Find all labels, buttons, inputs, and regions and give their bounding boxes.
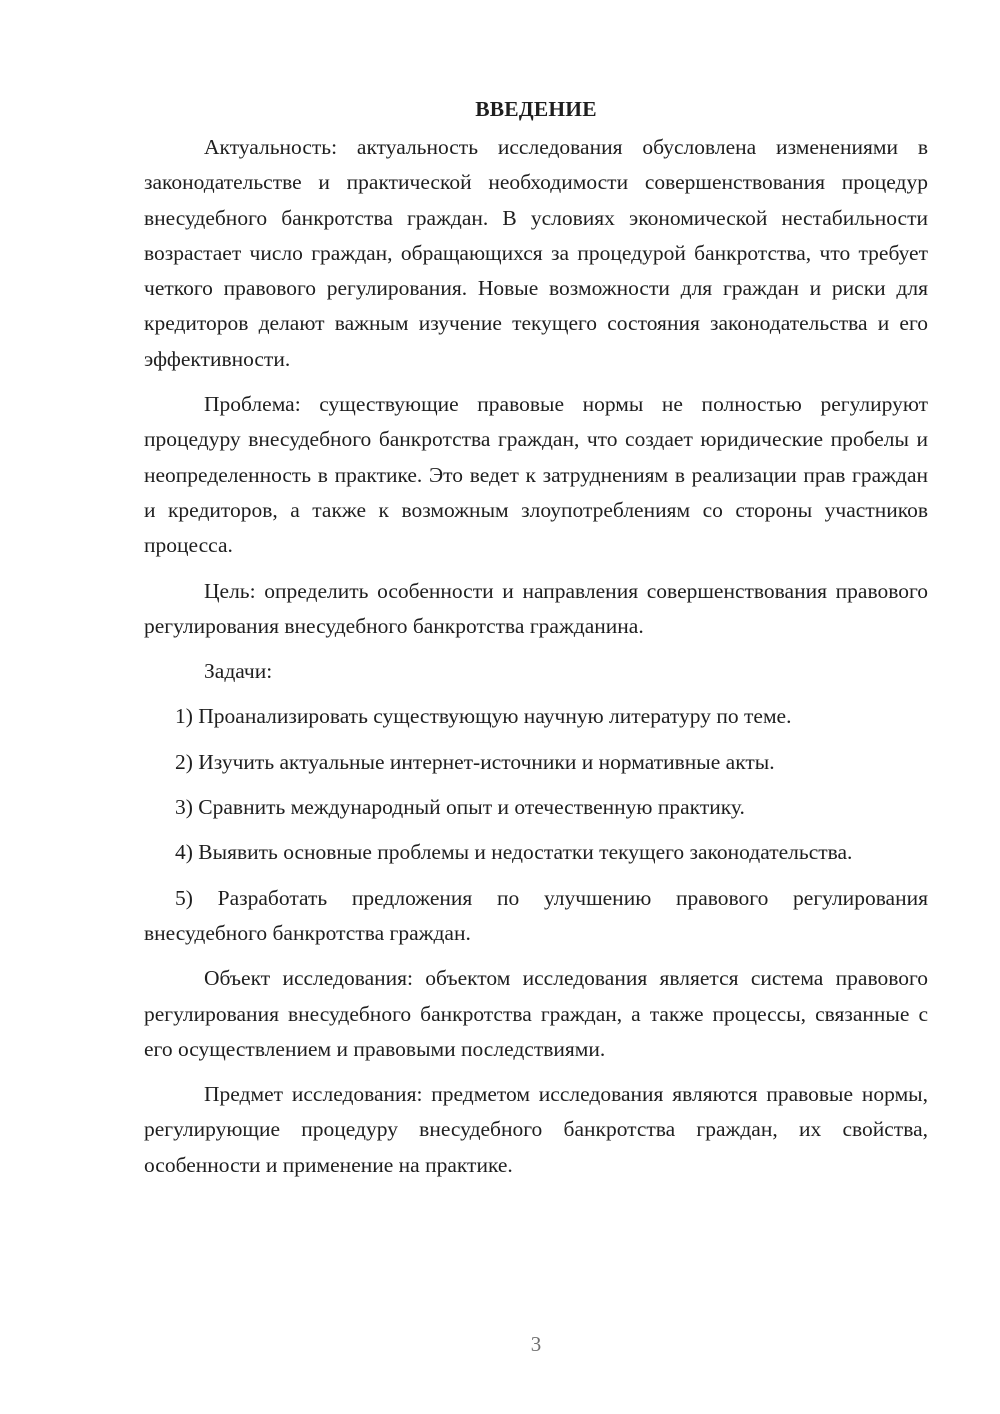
paragraph-problem: Проблема: существующие правовые нормы не полностью регулируют процедуру внесудебного банкротства граждан, что создает юридические пробелы и неопределенность в практике. Это ведет к затруднениям в реализации прав граждан и кредиторов, а также к возможным злоупотреблениям со стороны участников процесса. [144, 392, 928, 558]
list-item: 4) Выявить основные проблемы и недостатки текущего законодательства. [175, 840, 853, 865]
tasks-list [144, 699, 928, 951]
list-item: 5) Разработать предложения по улучшению правового регулирования внесудебного банкротства граждан. [144, 885, 928, 945]
paragraph-goal: Цель: определить особенности и направления совершенствования правового регулирования внесудебного банкротства гражданина. [144, 578, 928, 638]
paragraph-relevance: Актуальность: актуальность исследования обусловлена изменениями в законодательстве и практической необходимости совершенствования процедур внесудебного банкротства граждан. В условиях экономической нестабильности возрастает число граждан, обращающихся за процедурой банкротства, что требует четкого правового регулирования. Новые возможности для граждан и риски для кредиторов делают важным изучение текущего состояния законодательства и его эффективности. [144, 135, 928, 371]
list-item: 2) Изучить актуальные интернет-источники и нормативные акты. [175, 749, 775, 774]
document-page [144, 92, 928, 1183]
tasks-heading: Задачи: [204, 659, 273, 684]
paragraph-object: Объект исследования: объектом исследования является система правового регулирования внесудебного банкротства граждан, а также процессы, связанные с его осуществлением и правовыми последствиями. [144, 966, 928, 1061]
list-item: 1) Проанализировать существующую научную литературу по теме. [175, 704, 792, 729]
page-number: 3 [530, 1332, 542, 1356]
paragraph-subject: Предмет исследования: предметом исследования являются правовые нормы, регулирующие процедуру внесудебного банкротства граждан, их свойства, особенности и применение на практике. [144, 1082, 928, 1177]
section-title: ВВЕДЕНИЕ [475, 97, 597, 121]
list-item: 3) Сравнить международный опыт и отечественную практику. [175, 795, 745, 820]
